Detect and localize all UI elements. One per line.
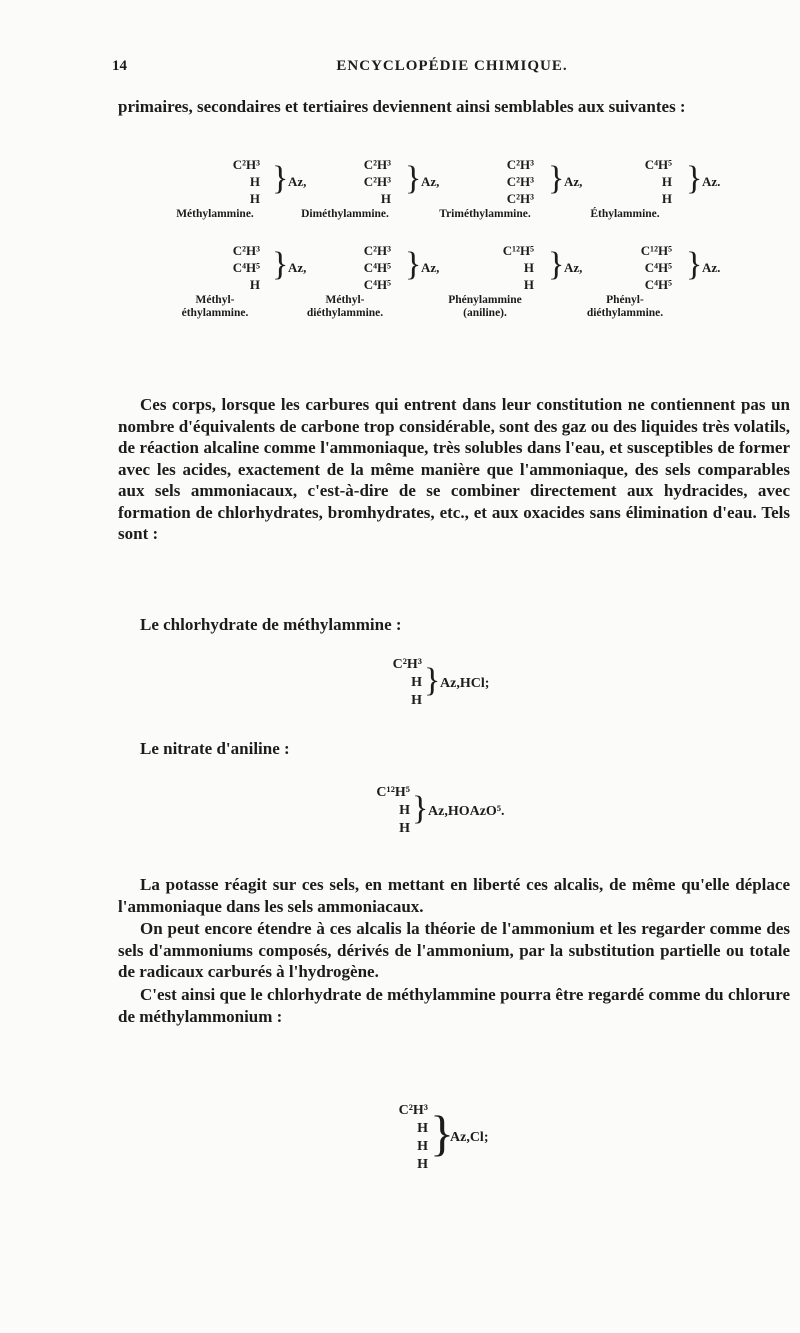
caption-phenyl-diethylammine: Phényl- diéthylammine.	[586, 294, 664, 319]
formula-ethylammine: C⁴H⁵ H H } Az.	[644, 157, 721, 206]
formula-chlorhydrate: C²H³ H H } Az,HCl;	[392, 657, 490, 708]
brace-symbol: }	[424, 662, 441, 699]
brace-symbol: }	[405, 246, 422, 283]
intro-line: primaires, secondaires et tertiaires deviennent ainsi semblables aux suivantes :	[118, 97, 686, 116]
brace-symbol: }	[405, 160, 422, 197]
caption-methyl-ethylammine: Méthyl- éthylammine.	[181, 294, 249, 319]
caption-methylammine: Méthylammine.	[176, 208, 254, 220]
brace-symbol: }	[272, 246, 289, 283]
paragraph-properties: Ces corps, lorsque les carbures qui entrent dans leur constitution ne contiennent pas un nombre d'équivalents de carbone trop considérable, sont des gaz ou des liquides très volatils, de réaction alcaline comme l'ammoniaque, très solubles dans l'eau, et susceptibles de former avec les acides, exactement de la même manière que l'ammoniaque, des sels comparables aux sels ammoniacaux, c'est-à-dire de se combiner directement aux hydracides, avec formation de chlorhydrates, bromhydrates, etc., et aux oxacides sans élimination d'eau. Tels sont :	[118, 395, 790, 543]
page-header	[112, 58, 792, 80]
caption-dimethylammine: Diméthylammine.	[301, 208, 389, 220]
caption-ethylammine: Éthylammine.	[590, 208, 660, 220]
formula-nitrate: C¹²H⁵ H H } Az,HOAzO⁵.	[376, 785, 505, 836]
caption-methyl-diethylammine: Méthyl- diéthylammine.	[306, 294, 384, 319]
formula-methylammine: C²H³ H H } Az,	[232, 157, 307, 206]
formula-phenyl-diethylammine: C¹²H⁵ C⁴H⁵ C⁴H⁵ } Az.	[640, 243, 721, 292]
label-nitrate: Le nitrate d'aniline :	[140, 739, 290, 758]
caption-trimethylammine: Triméthylammine.	[439, 208, 531, 220]
running-title: ENCYCLOPÉDIE CHIMIQUE.	[336, 58, 568, 74]
brace-symbol: }	[272, 160, 289, 197]
brace-symbol: }	[430, 1105, 454, 1161]
formula-dimethylammine: C²H³ C²H³ H } Az,	[363, 157, 440, 206]
page-number: 14	[112, 58, 127, 74]
formula-methyl-diethylammine: C²H³ C⁴H⁵ C⁴H⁵ } Az,	[363, 243, 440, 292]
paragraph-ammonium-theory: On peut encore étendre à ces alcalis la théorie de l'ammonium et les regarder comme des sels d'ammoniums composés, dérivés de l'ammonium, par la substitution partielle ou totale de radicaux carburés à l'hydrogène.	[118, 919, 790, 981]
brace-symbol: }	[686, 246, 703, 283]
paragraph-potasse: La potasse réagit sur ces sels, en mettant en liberté ces alcalis, de même qu'elle déplace l'ammoniaque dans les sels ammoniacaux.	[118, 875, 790, 916]
brace-symbol: }	[548, 246, 565, 283]
brace-symbol: }	[686, 160, 703, 197]
formula-trimethylammine: C²H³ C²H³ C²H³ } Az,	[506, 157, 583, 206]
label-chlorhydrate: Le chlorhydrate de méthylammine :	[140, 615, 402, 634]
caption-phenylammine: Phénylammine (aniline).	[448, 294, 522, 319]
brace-symbol: }	[412, 790, 429, 827]
paragraph-chlorure: C'est ainsi que le chlorhydrate de méthylammine pourra être regardé comme du chlorure de méthylammonium :	[118, 985, 790, 1026]
formula-chlorure: C²H³ H H H } Az,Cl;	[398, 1103, 489, 1172]
formula-phenylammine: C¹²H⁵ H H } Az,	[502, 243, 583, 292]
formula-methyl-ethylammine: C²H³ C⁴H⁵ H } Az,	[232, 243, 307, 292]
brace-symbol: }	[548, 160, 565, 197]
